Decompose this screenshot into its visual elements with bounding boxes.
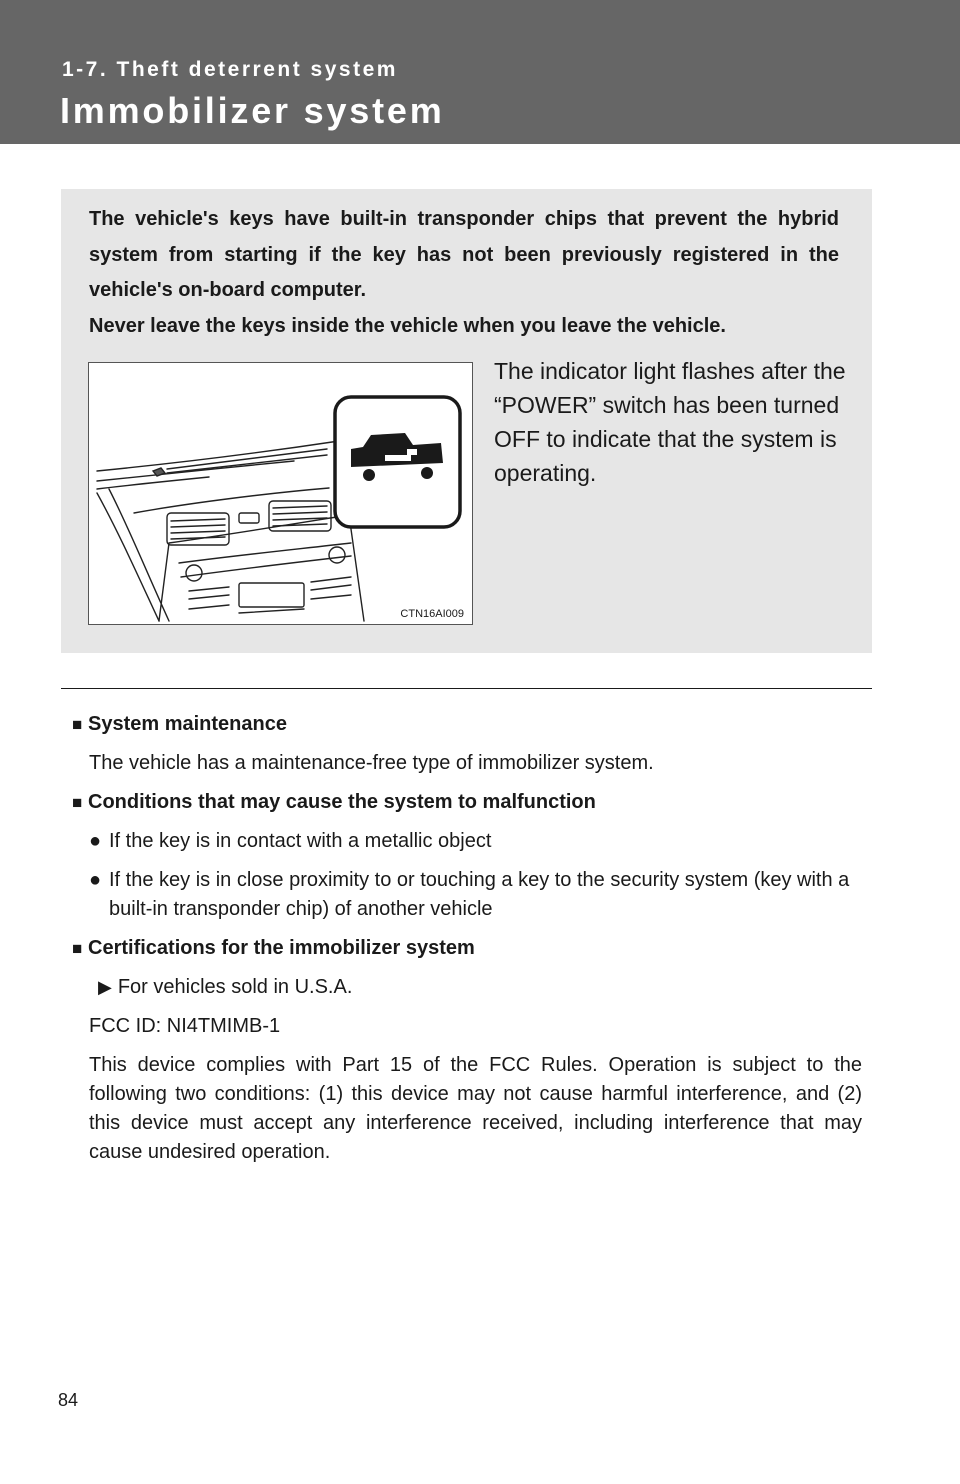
section-heading-certifications <box>72 934 862 963</box>
heading-text: System maintenance <box>88 713 287 735</box>
page-header <box>0 0 960 144</box>
maintenance-text: The vehicle has a maintenance-free type of immobilizer system. <box>89 752 654 774</box>
section-square-icon: ■ <box>72 715 83 734</box>
list-item-text: If the key is in contact with a metallic object <box>109 830 492 852</box>
fcc-id: FCC ID: NI4TMIMB-1 <box>89 1015 281 1037</box>
section-square-icon: ■ <box>72 939 83 958</box>
region-text: For vehicles sold in U.S.A. <box>117 976 353 998</box>
intro-warning: Never leave the keys inside the vehicle when you leave the vehicle. <box>89 314 726 337</box>
region-line <box>72 973 862 1002</box>
body-content <box>72 710 862 1167</box>
list-item <box>72 827 862 856</box>
list-item <box>72 866 862 924</box>
fcc-statement: This device complies with Part 15 of the FCC Rules. Operation is subject to the following two conditions: (1) this device may not cause harmful interference, and (2) this device must accept any interference received, including interference that may cause undesired operation. <box>89 1054 862 1163</box>
section-square-icon: ■ <box>72 793 83 812</box>
section-divider <box>61 688 872 689</box>
bullet-dot-icon: ● <box>89 830 102 852</box>
section-heading-maintenance <box>72 710 862 739</box>
figure-caption: The indicator light flashes after the “POWER” switch has been turned OFF to indicate that the system is operating. <box>494 358 846 486</box>
heading-text: Conditions that may cause the system to malfunction <box>88 791 596 813</box>
heading-text: Certifications for the immobilizer system <box>88 937 475 959</box>
intro-text <box>89 202 839 344</box>
section-label: 1-7. Theft deterrent system <box>62 58 398 81</box>
page-title: Immobilizer system <box>60 90 445 131</box>
dashboard-illustration <box>88 362 473 625</box>
arrow-right-icon: ▶ <box>98 977 112 997</box>
figure-code: CTN16AI009 <box>400 608 464 620</box>
list-item-text: If the key is in close proximity to or touching a key to the security system (key with a built-in transponder chip) of another vehicle <box>109 869 850 920</box>
page-number: 84 <box>58 1390 79 1410</box>
bullet-dot-icon: ● <box>89 869 102 891</box>
section-heading-malfunction <box>72 788 862 817</box>
dashboard-drawing <box>89 363 472 624</box>
intro-paragraph: The vehicle's keys have built-in transponder chips that prevent the hybrid system from starting if the key has not been previously registered in the vehicle's on-board computer. <box>89 208 839 301</box>
